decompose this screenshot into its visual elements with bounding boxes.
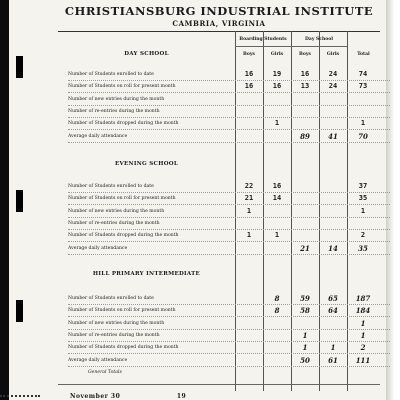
cell-value: 16	[244, 70, 254, 78]
cell-value: 89	[300, 131, 310, 141]
cell-value: 65	[328, 294, 338, 303]
header-total: Total	[357, 52, 370, 57]
cell-value: 1	[302, 343, 308, 353]
section-title-evening-school: EVENING SCHOOL	[114, 161, 179, 167]
row-rule	[68, 192, 390, 193]
scan-border-left	[0, 0, 9, 400]
header-boys: Boys	[243, 52, 255, 57]
header-day-school: Day School	[305, 37, 333, 42]
row-rule	[68, 142, 390, 143]
row-label: Number of Students dropped during the month	[68, 233, 179, 239]
row-label: Number of re-entries during the month	[68, 108, 160, 114]
cell-value: 24	[328, 82, 338, 91]
row-rule	[68, 217, 390, 218]
cell-value: 59	[300, 294, 310, 303]
row-label: Number of Students enrolled to date	[68, 296, 154, 301]
cell-value: 8	[274, 306, 280, 316]
footer-rule	[58, 384, 380, 385]
row-rule	[68, 105, 390, 106]
cell-value: 37	[358, 182, 368, 190]
row-rule	[68, 353, 390, 354]
cell-value: 14	[328, 243, 338, 253]
cell-value: 16	[272, 182, 282, 190]
row-label: Number of re-entries during the month	[68, 332, 160, 338]
report-date	[70, 393, 186, 400]
cell-value: 1	[302, 330, 308, 340]
row-label: Number of new entries during the month	[68, 320, 165, 326]
report-year: 19	[176, 393, 187, 400]
cell-value: 19	[272, 70, 282, 78]
section-title-day-school: DAY SCHOOL	[124, 51, 169, 57]
cell-value: 111	[355, 355, 371, 365]
cell-value: 64	[328, 306, 338, 316]
cell-value: 1	[246, 231, 252, 240]
cell-value: 41	[328, 131, 338, 141]
row-rule	[68, 366, 390, 367]
row-rule	[68, 316, 390, 317]
row-rule	[68, 204, 390, 205]
cell-value: 1	[360, 206, 366, 215]
cell-value: 2	[360, 343, 366, 353]
column-divider	[347, 31, 348, 391]
cell-value: 24	[328, 70, 338, 78]
cell-value: 8	[274, 294, 280, 303]
report-subtitle: CAMBRIA, VIRGINIA	[172, 19, 266, 28]
cell-value: 61	[328, 355, 338, 365]
row-rule	[68, 117, 390, 118]
binder-tab	[16, 190, 23, 212]
binder-tab	[16, 300, 23, 322]
row-label: Number of Students dropped during the month	[68, 121, 179, 127]
cell-value: 74	[358, 70, 368, 78]
row-label: Number of Students on roll for present month	[68, 196, 176, 202]
header-subrule	[235, 46, 347, 47]
row-rule	[68, 304, 390, 305]
row-label: Average daily attendance	[68, 133, 128, 139]
report-title: CHRISTIANSBURG INDUSTRIAL INSTITUTE	[64, 4, 374, 18]
cell-value: 16	[272, 82, 282, 91]
row-rule	[68, 80, 390, 81]
row-label: Number of Students on roll for present month	[68, 308, 176, 314]
cell-value: 184	[355, 306, 371, 316]
row-rule	[68, 254, 390, 255]
row-rule	[68, 341, 390, 342]
row-label: Number of new entries during the month	[68, 96, 165, 102]
cell-value: 21	[300, 243, 310, 253]
header-boarding: Boarding Students	[239, 37, 287, 42]
row-label: Number of new entries during the month	[68, 208, 165, 214]
cell-value: 35	[358, 243, 368, 253]
cell-value: 14	[272, 194, 282, 203]
cell-value: 73	[358, 82, 368, 91]
binder-tab	[16, 56, 23, 78]
row-rule	[68, 129, 390, 130]
cell-value: 70	[358, 131, 368, 141]
cell-value: 16	[300, 70, 310, 78]
cell-value: 1	[360, 330, 366, 340]
footer-marks	[0, 395, 40, 397]
row-label: Average daily attendance	[68, 245, 128, 251]
header-day-boys: Boys	[299, 52, 311, 57]
section-title-hill-primary: HILL PRIMARY INTERMEDIATE	[92, 271, 201, 277]
cell-value: 16	[244, 82, 254, 91]
cell-value: 1	[360, 318, 366, 328]
cell-value: 35	[358, 194, 368, 203]
general-totals-label: General Totals	[88, 370, 122, 375]
row-rule	[68, 229, 390, 230]
cell-value: 187	[355, 294, 371, 303]
row-label: Number of Students enrolled to date	[68, 72, 154, 77]
cell-value: 1	[274, 231, 280, 240]
cell-value: 1	[246, 206, 252, 215]
attendance-report	[58, 0, 380, 400]
cell-value: 58	[300, 306, 310, 316]
cell-value: 21	[244, 194, 254, 203]
row-label: Number of Students on roll for present month	[68, 84, 176, 90]
cell-value: 13	[300, 82, 310, 91]
cell-value: 22	[244, 182, 254, 190]
cell-value: 1	[360, 119, 366, 128]
cell-value: 50	[300, 355, 310, 365]
row-label: Number of Students dropped during the month	[68, 345, 179, 351]
row-rule	[68, 241, 390, 242]
report-month: November 30	[70, 393, 121, 400]
row-label: Number of Students enrolled to date	[68, 184, 154, 189]
header-girls: Girls	[270, 52, 284, 57]
row-rule	[68, 92, 390, 93]
cell-value: 2	[360, 231, 366, 240]
header-day-girls: Girls	[326, 52, 340, 57]
cell-value: 1	[274, 119, 280, 128]
row-label: Average daily attendance	[68, 357, 128, 363]
cell-value: 1	[330, 343, 336, 353]
header-rule	[58, 31, 380, 32]
row-rule	[68, 329, 390, 330]
row-label: Number of re-entries during the month	[68, 220, 160, 226]
